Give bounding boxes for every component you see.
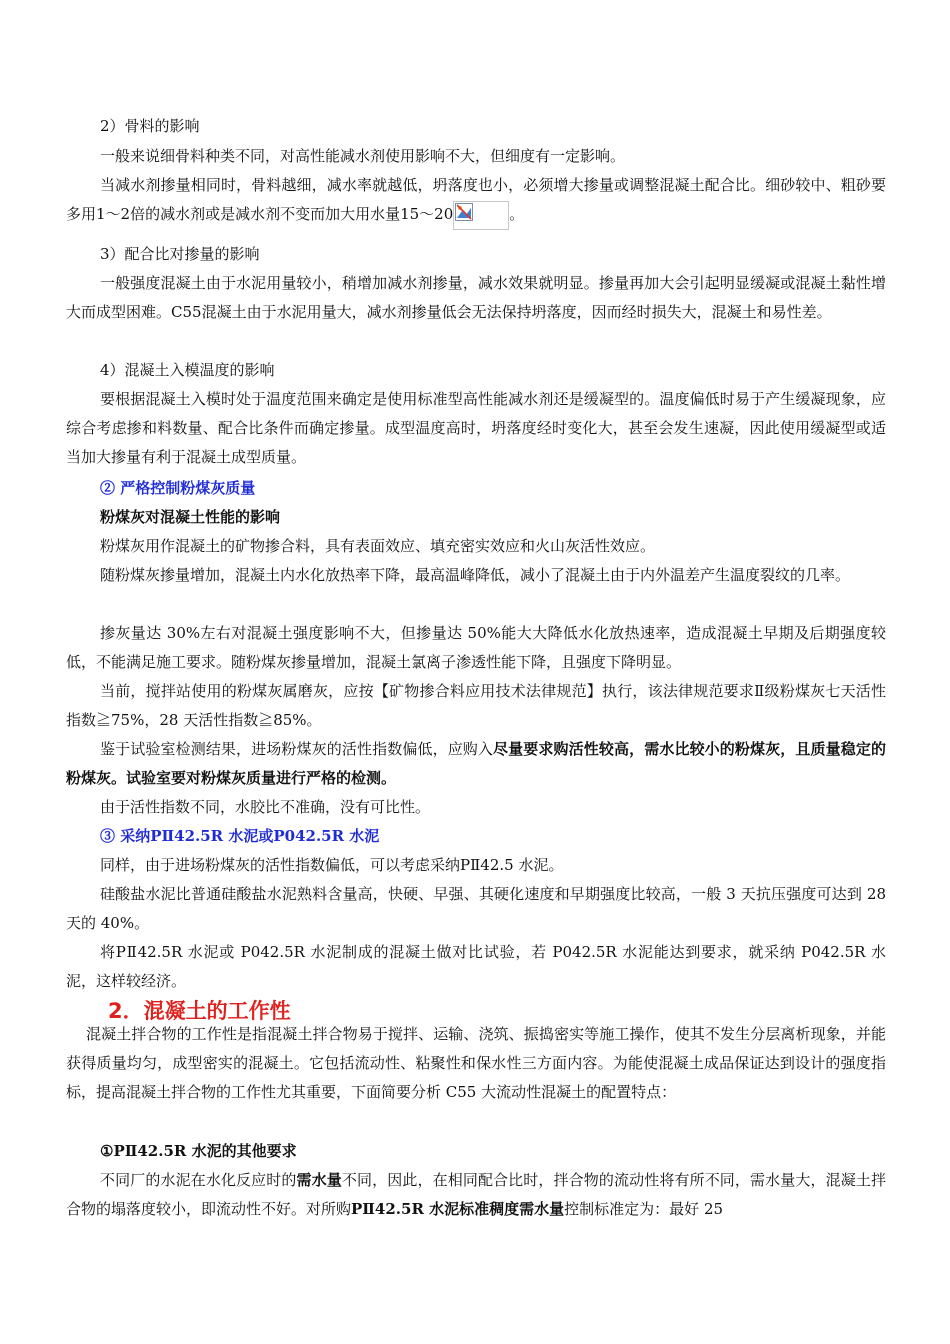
- emphasis-text: 尽量要求购活性较高，需水比较小的粉煤灰，且质量稳定的粉煤灰。试验室要对粉煤灰质量进行严格的检测。: [66, 740, 886, 787]
- paragraph: 粉煤灰用作混凝土的矿物掺合料，具有表面效应、填充密实效应和火山灰活性效应。: [100, 537, 656, 555]
- emphasis-text: 需水量: [296, 1171, 342, 1189]
- paragraph: 一般强度混凝土由于水泥用量较小，稍增加减水剂掺量，减水效果就明显。掺量再加大会引起明显缓凝或混凝土黏性增大而成型困难。C55混凝土由于水泥用量大，减水剂掺量低会无法保持坍落度，因而经时损失大，混凝土和易性差。: [66, 274, 886, 321]
- paragraph: 不同厂的水泥在水化反应时的需水量不同，因此，在相同配合比时，拌合物的流动性将有所不同，需水量大，混凝土拌合物的塌落度较小，即流动性不好。对所购PⅡ42.5R 水泥标准稠度需水量控制标准定为：最好 25: [66, 1171, 886, 1218]
- paragraph: 同样，由于进场粉煤灰的活性指数偏低，可以考虑采纳PⅡ42.5 水泥。: [100, 856, 564, 874]
- subheading-fly-ash-effect: 粉煤灰对混凝土性能的影响: [100, 508, 281, 526]
- paragraph: 将PⅡ42.5R 水泥或 P042.5R 水泥制成的混凝土做对比试验，若 P042.5R 水泥能达到要求，就采纳 P042.5R 水泥，这样较经济。: [66, 943, 886, 990]
- section-heading-cement: ③ 采纳PⅡ42.5R 水泥或P042.5R 水泥: [100, 827, 380, 845]
- subheading-temperature: 4）混凝土入模温度的影响: [100, 361, 275, 379]
- embedded-image: [453, 201, 509, 230]
- section-title-workability: 2．混凝土的工作性: [108, 999, 291, 1023]
- paragraph: 要根据混凝土入模时处于温度范围来确定是使用标准型高性能减水剂还是缓凝型的。温度偏低时易于产生缓凝现象，应综合考虑掺和料数量、配合比条件而确定掺量。成型温度高时，坍落度经时变化大，甚至会发生速凝，因此使用缓凝型或适当加大掺量有利于混凝土成型质量。: [66, 390, 886, 466]
- paragraph: 掺灰量达 30%左右对混凝土强度影响不大，但掺量达 50%能大大降低水化放热速率，造成混凝土早期及后期强度较低，不能满足施工要求。随粉煤灰掺量增加，混凝土氯离子渗透性能下降，且强度下降明显。: [66, 624, 886, 671]
- subheading-mix-ratio: 3）配合比对掺量的影响: [100, 245, 260, 263]
- paragraph: 鉴于试验室检测结果，进场粉煤灰的活性指数偏低，应购入尽量要求购活性较高，需水比较小的粉煤灰，且质量稳定的粉煤灰。试验室要对粉煤灰质量进行严格的检测。: [66, 740, 886, 787]
- paragraph: 硅酸盐水泥比普通硅酸盐水泥熟料含量高，快硬、早强、其硬化速度和早期强度比较高，一般 3 天抗压强度可达到 28 天的 40%。: [66, 885, 886, 932]
- paragraph: 当前，搅拌站使用的粉煤灰属磨灰，应按【矿物掺合料应用技术法律规范】执行，该法律规范要求Ⅱ级粉煤灰七天活性指数≧75%，28 天活性指数≧85%。: [66, 682, 886, 729]
- paragraph: 随粉煤灰掺量增加，混凝土内水化放热率下降，最高温峰降低，减小了混凝土由于内外温差产生温度裂纹的几率。: [100, 566, 851, 584]
- paragraph: 混凝土拌合物的工作性是指混凝土拌合物易于搅拌、运输、浇筑、振捣密实等施工操作，使其不发生分层离析现象，并能获得质量均匀，成型密实的混凝土。它包括流动性、粘聚性和保水性三方面内容。为能使混凝土成品保证达到设计的强度指标，提高混凝土拌合物的工作性尤其重要，下面简要分析 C55 大流动性混凝土的配置特点：: [66, 1025, 886, 1101]
- broken-image-icon: [455, 203, 473, 221]
- emphasis-text: PⅡ42.5R 水泥标准稠度需水量: [351, 1200, 565, 1218]
- paragraph: 由于活性指数不同，水胶比不准确，没有可比性。: [100, 798, 431, 816]
- subheading-aggregate: 2）骨料的影响: [100, 117, 200, 135]
- paragraph: 当减水剂掺量相同时，骨料越细，减水率就越低，坍落度也小，必须增大掺量或调整混凝土配合比。细砂较中、粗砂要多用1～2倍的减水剂或是减水剂不变而加大用水量15～20 。: [66, 171, 886, 230]
- paragraph: 一般来说细骨料种类不同，对高性能减水剂使用影响不大，但细度有一定影响。: [100, 147, 626, 165]
- subheading-cement-requirements: ①PⅡ42.5R 水泥的其他要求: [100, 1142, 297, 1160]
- section-heading-fly-ash: ② 严格控制粉煤灰质量: [100, 479, 256, 497]
